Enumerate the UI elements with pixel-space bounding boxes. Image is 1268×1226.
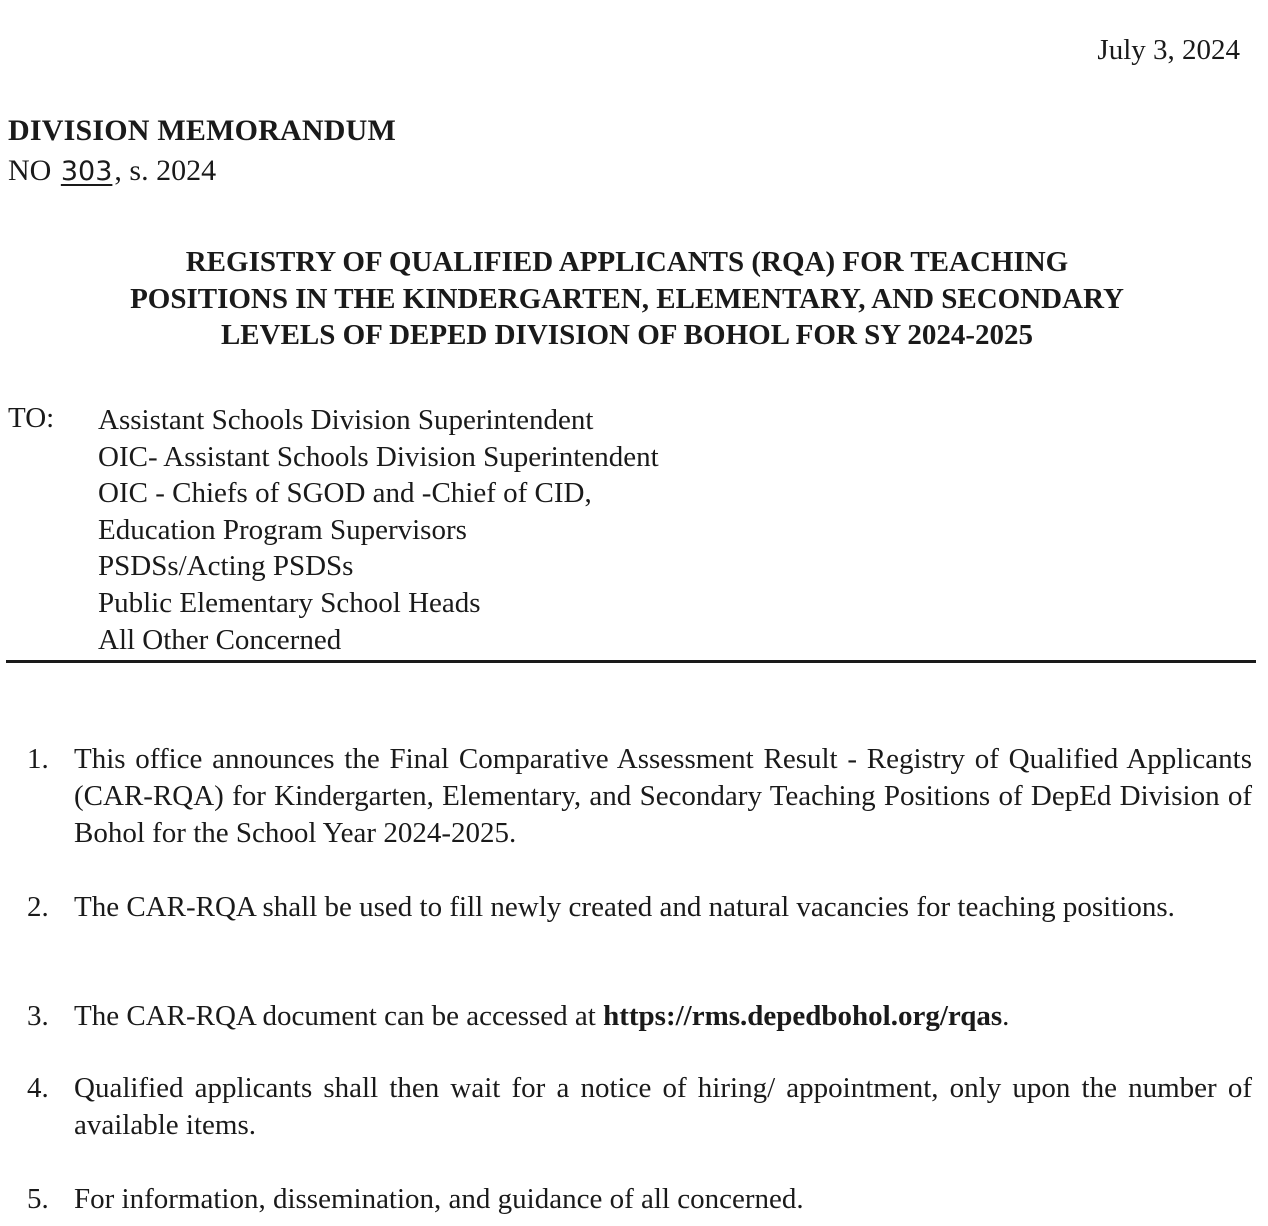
recipient-item: Education Program Supervisors [98, 513, 467, 546]
item-text-after: . [1002, 1000, 1010, 1032]
item-text: Qualified applicants shall then wait for a notice of hiring/ appointment, only upon the number of available items. [74, 1072, 1252, 1141]
item-number: 4. [27, 1072, 49, 1104]
item-number: 3. [27, 1000, 49, 1032]
subject-line-3: LEVELS OF DEPED DIVISION OF BOHOL FOR SY 2024-2025 [220, 319, 1034, 351]
body-item-2 [0, 889, 1252, 926]
body-item-1 [0, 741, 1252, 852]
item-number: 5. [27, 1183, 49, 1215]
recipient-item: Public Elementary School Heads [98, 586, 481, 619]
item-text: This office announces the Final Comparative Assessment Result - Registry of Qualified Applicants (CAR-RQA) for Kindergarten, Elementary, and Secondary Teaching Positions of DepEd Division of Bohol for the School Year 2024-2025. [74, 743, 1252, 849]
body-item-4 [0, 1070, 1252, 1144]
recipient-item: All Other Concerned [98, 623, 342, 656]
body-item-3 [0, 998, 1252, 1035]
memo-subject [0, 244, 1254, 354]
subject-line-2: POSITIONS IN THE KINDERGARTEN, ELEMENTARY, AND SECONDARY [130, 282, 1124, 315]
rqa-document-link[interactable]: https://rms.depedbohol.org/rqas [603, 1000, 1003, 1032]
recipient-item: PSDSs/Acting PSDSs [98, 550, 354, 583]
item-number: 1. [27, 743, 49, 775]
header-divider [6, 660, 1256, 663]
item-text: For information, dissemination, and guidance of all concerned. [74, 1183, 804, 1215]
recipient-item: Assistant Schools Division Superintendent [98, 404, 594, 436]
memo-number-handwritten: 303 [60, 156, 113, 187]
item-text: The CAR-RQA shall be used to fill newly created and natural vacancies for teaching positions. [74, 891, 1175, 923]
recipient-item: OIC- Assistant Schools Division Superintendent [98, 440, 659, 473]
item-text-before: The CAR-RQA document can be accessed at [74, 1000, 604, 1032]
memo-no-prefix: NO [8, 154, 59, 187]
recipient-list [98, 402, 659, 658]
memo-number-line [8, 154, 216, 188]
recipient-item: OIC - Chiefs of SGOD and -Chief of CID, [98, 477, 592, 510]
memo-date: July 3, 2024 [1097, 34, 1240, 66]
to-label: TO: [8, 402, 55, 434]
item-number: 2. [27, 891, 49, 923]
body-item-5 [0, 1181, 1252, 1218]
item-text [74, 998, 1252, 1035]
subject-line-1: REGISTRY OF QUALIFIED APPLICANTS (RQA) FOR TEACHING [185, 246, 1069, 278]
memo-type-heading: DIVISION MEMORANDUM [8, 114, 396, 147]
memo-series: , s. 2024 [114, 154, 217, 187]
